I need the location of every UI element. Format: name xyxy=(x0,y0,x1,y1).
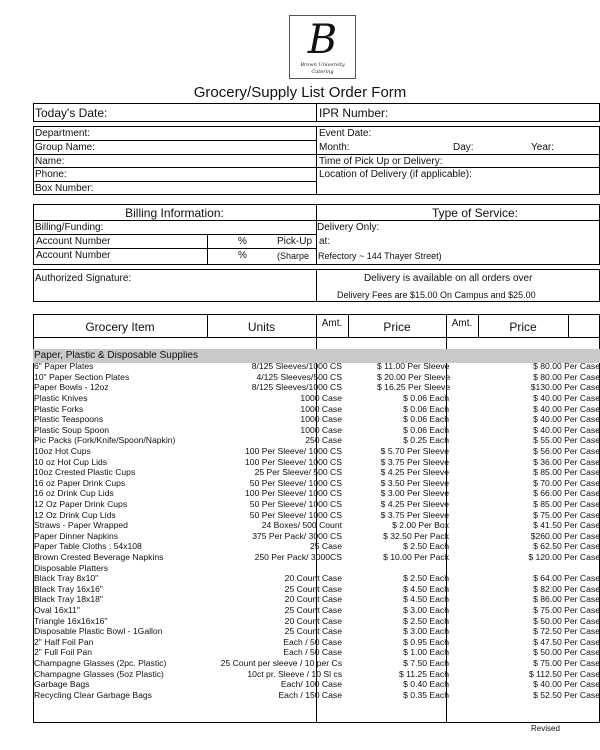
item-units: Each / 150 Case xyxy=(278,689,342,700)
table-row xyxy=(33,626,600,637)
item-name: Paper Dinner Napkins xyxy=(34,530,119,541)
table-row xyxy=(33,541,600,552)
table-row xyxy=(33,679,600,690)
item-case-price: $ 40.00 Per Case xyxy=(533,424,600,435)
item-unit-price: $ 7.50 Each xyxy=(403,657,449,668)
item-name: Garbage Bags xyxy=(34,679,90,690)
item-unit-price: $ 11.00 Per Sleeve xyxy=(377,361,450,372)
table-row xyxy=(33,520,600,531)
table-row xyxy=(33,605,600,616)
event-date-label: Event Date: xyxy=(319,128,372,139)
table-row xyxy=(33,552,600,563)
item-unit-price: $ 2.50 Each xyxy=(403,541,449,552)
item-name: Pic Packs (Fork/Knife/Spoon/Napkin) xyxy=(34,435,176,446)
revised-label: Revised xyxy=(531,724,560,733)
item-name: Champagne Glasses (2pc. Plastic) xyxy=(34,657,167,668)
item-unit-price: $ 16.25 Per Sleeve xyxy=(377,382,451,393)
item-unit-price: $ 0.25 Each xyxy=(403,435,449,446)
percent-2-field[interactable]: % xyxy=(238,250,247,261)
delivery-fee-note: Delivery Fees are $15.00 On Campus and $25.00 xyxy=(337,290,536,300)
item-unit-price: $ 0.06 Each xyxy=(403,414,449,425)
col-price-2: Price xyxy=(509,320,537,334)
pickup-option[interactable]: Pick-Up xyxy=(277,236,313,247)
item-name: 10 oz Hot Cup Lids xyxy=(34,456,108,467)
item-units: 1000 Case xyxy=(300,403,342,414)
section-title: Disposable Platters xyxy=(34,562,109,573)
item-units: 50 Per Sleeve/ 1000 CS xyxy=(249,477,342,488)
item-case-price: $ 120.00 Per Case xyxy=(528,551,600,562)
item-name: 12 Oz Paper Drink Cups xyxy=(34,498,128,509)
item-name: 2" Half Foil Pan xyxy=(34,636,94,647)
item-unit-price: $ 3.00 Per Sleeve xyxy=(380,488,449,499)
item-name: Black Tray 8x10" xyxy=(34,573,99,584)
item-unit-price: $ 11.25 Each xyxy=(398,668,449,679)
item-units: 25 Per Sleeve/ 500 CS xyxy=(254,467,342,478)
item-case-price: $ 50.00 Per Case xyxy=(533,615,600,626)
item-name: Plastic Teaspoons xyxy=(34,414,104,425)
item-units: 1000 Case xyxy=(300,392,342,403)
item-name: Triangle 16x16x16" xyxy=(34,615,108,626)
item-units: Each/ 100 Case xyxy=(280,679,342,690)
item-case-price: $ 41.50 Per Case xyxy=(533,520,600,531)
section-header-row xyxy=(33,351,600,362)
delivery-location-field[interactable]: Location of Delivery (if applicable): xyxy=(319,169,472,180)
item-unit-price: $ 4.25 Per Sleeve xyxy=(380,498,449,509)
item-name: 10oz Crested Plastic Cups xyxy=(34,467,136,478)
item-name: 6" Paper Plates xyxy=(34,361,94,372)
item-name: Plastic Forks xyxy=(34,403,84,414)
item-unit-price: $ 3.75 Per Sleeve xyxy=(380,456,449,467)
item-units: 25 Count Case xyxy=(284,604,342,615)
logo-line-2: Catering xyxy=(311,69,334,75)
table-row xyxy=(33,594,600,605)
section-title: Paper, Plastic & Disposable Supplies xyxy=(34,350,198,361)
table-row xyxy=(33,435,600,446)
ipr-number-field[interactable]: IPR Number: xyxy=(319,106,389,120)
table-row xyxy=(33,457,600,468)
item-case-price: $ 40.00 Per Case xyxy=(533,403,600,414)
item-name: 2" Full Foil Pan xyxy=(34,647,92,658)
table-row xyxy=(33,382,600,393)
service-heading: Type of Service: xyxy=(431,206,519,220)
item-case-price: $ 70.00 Per Case xyxy=(533,477,600,488)
table-row xyxy=(33,669,600,680)
item-case-price: $ 56.00 Per Case xyxy=(533,445,600,456)
item-case-price: $ 55.00 Per Case xyxy=(533,435,600,446)
account-number-1-field[interactable]: Account Number xyxy=(36,236,111,247)
item-unit-price: $ 3.00 Each xyxy=(403,626,449,637)
item-units: 250 Per Pack/ 3000CS xyxy=(254,551,342,562)
item-name: Paper Bowls - 12oz xyxy=(34,382,109,393)
name-field[interactable]: Name: xyxy=(35,156,65,167)
form-title: Grocery/Supply List Order Form xyxy=(193,84,407,101)
item-units: 4/125 Sleeves/500 CS xyxy=(256,371,342,382)
col-amt-1: Amt. xyxy=(321,318,343,329)
item-name: Plastic Knives xyxy=(34,392,88,403)
logo-line-1: Brown University xyxy=(300,62,345,68)
delivery-only-option[interactable]: Delivery Only: xyxy=(317,222,380,233)
item-name: Champagne Glasses (5oz Plastic) xyxy=(34,668,164,679)
table-row xyxy=(33,372,600,383)
item-name: 16 oz Drink Cup Lids xyxy=(34,488,114,499)
item-case-price: $130.00 Per Case xyxy=(530,382,600,393)
percent-1-field[interactable]: % xyxy=(238,236,247,247)
item-unit-price: $ 0.35 Each xyxy=(403,689,449,700)
item-units: 20 Count Case xyxy=(284,573,342,584)
item-case-price: $ 112.50 Per Case xyxy=(528,668,600,679)
item-units: 8/125 Sleeves/1000 CS xyxy=(251,361,342,372)
item-case-price: $ 40.00 Per Case xyxy=(533,679,600,690)
item-units: 20 Count Case xyxy=(284,615,342,626)
item-units: 100 Per Sleeve/ 1000 CS xyxy=(245,488,342,499)
table-row xyxy=(33,488,600,499)
item-name: Brown Crested Beverage Napkins xyxy=(34,551,164,562)
col-amt-2: Amt. xyxy=(451,318,473,329)
item-case-price: $ 80.00 Per Case xyxy=(533,371,600,382)
delivery-availability-note: Delivery is available on all orders over xyxy=(364,273,533,284)
logo-letter: B xyxy=(307,17,338,63)
item-unit-price: $ 2.00 Per Box xyxy=(392,520,449,531)
item-units: 8/125 Sleeves/1000 CS xyxy=(251,382,342,393)
event-month-field[interactable]: Month: xyxy=(319,142,350,153)
billing-funding-label: Billing/Funding: xyxy=(35,222,104,233)
item-case-price: $ 36.00 Per Case xyxy=(533,456,600,467)
group-name-field[interactable]: Group Name: xyxy=(35,142,96,153)
col-price-1: Price xyxy=(383,320,411,334)
item-unit-price: $ 4.25 Per Sleeve xyxy=(380,467,449,478)
brown-catering-logo xyxy=(289,15,356,79)
table-row xyxy=(33,499,600,510)
item-units: 25 Count Case xyxy=(284,626,342,637)
event-year-field[interactable]: Year: xyxy=(531,142,554,153)
table-row xyxy=(33,478,600,489)
event-day-field[interactable]: Day: xyxy=(453,142,474,153)
item-case-price: $ 40.00 Per Case xyxy=(533,414,600,425)
table-row xyxy=(33,446,600,457)
item-unit-price: $ 2.50 Each xyxy=(403,615,449,626)
table-row xyxy=(33,690,600,701)
item-case-price: $ 47.50 Per Case xyxy=(533,636,600,647)
item-unit-price: $ 0.06 Each xyxy=(403,392,449,403)
table-row xyxy=(33,404,600,415)
item-unit-price: $ 1.00 Each xyxy=(403,647,449,658)
item-unit-price: $ 4.50 Each xyxy=(403,594,449,605)
table-row xyxy=(33,573,600,584)
item-case-price: $ 86.00 Per Case xyxy=(533,594,600,605)
item-case-price: $ 85.00 Per Case xyxy=(533,498,600,509)
item-units: 24 Boxes/ 500 Count xyxy=(261,520,342,531)
item-name: Oval 16x11" xyxy=(34,604,80,615)
item-units: 25 Count Case xyxy=(284,583,342,594)
item-unit-price: $ 3.75 Per Sleeve xyxy=(380,509,449,520)
table-row xyxy=(33,647,600,658)
pickup-at-label: at: xyxy=(319,236,331,247)
item-units: 100 Per Sleeve/ 1000 CS xyxy=(245,456,342,467)
account-number-2-field[interactable]: Account Number xyxy=(36,250,111,261)
item-unit-price: $ 0.06 Each xyxy=(403,424,449,435)
item-units: Each / 50 Case xyxy=(283,636,342,647)
item-units: 50 Per Sleeve/ 1000 CS xyxy=(249,509,342,520)
item-name: 10" Paper Section Plates xyxy=(34,371,130,382)
pickup-time-field[interactable]: Time of Pick Up or Delivery: xyxy=(319,156,443,167)
sharpe-note: (Sharpe xyxy=(277,251,310,261)
item-name: Black Tray 16x16" xyxy=(34,583,103,594)
item-name: 10oz Hot Cups xyxy=(34,445,91,456)
item-name: 16 oz Paper Drink Cups xyxy=(34,477,126,488)
item-name: Recycling Clear Garbage Bags xyxy=(34,689,152,700)
item-units: 20 Count Case xyxy=(284,594,342,605)
table-row xyxy=(33,616,600,627)
phone-field[interactable]: Phone: xyxy=(35,169,67,180)
item-name: Paper Table Cloths : 54x108 xyxy=(34,541,142,552)
item-case-price: $ 75.00 Per Case xyxy=(533,657,600,668)
item-unit-price: $ 0.06 Each xyxy=(403,403,449,414)
item-units: 25 Count per sleeve / 10 per Cs xyxy=(220,657,342,668)
table-row xyxy=(33,361,600,372)
item-case-price: $ 50.00 Per Case xyxy=(533,647,600,658)
table-row xyxy=(33,393,600,404)
item-unit-price: $ 20.00 Per Sleeve xyxy=(377,371,451,382)
billing-heading: Billing Information: xyxy=(125,206,224,220)
box-number-field[interactable]: Box Number: xyxy=(35,183,94,194)
table-row xyxy=(33,414,600,425)
table-row xyxy=(33,425,600,436)
item-units: 375 Per Pack/ 3000 CS xyxy=(252,530,342,541)
refectory-address: Refectory ~ 144 Thayer Street) xyxy=(318,251,442,261)
table-row xyxy=(33,510,600,521)
item-case-price: $ 85.00 Per Case xyxy=(533,467,600,478)
item-case-price: $ 80.00 Per Case xyxy=(533,361,600,372)
item-unit-price: $ 0.95 Each xyxy=(403,636,449,647)
item-unit-price: $ 5.70 Per Sleeve xyxy=(380,445,449,456)
item-case-price: $ 75.00 Per Case xyxy=(533,509,600,520)
item-unit-price: $ 3.00 Each xyxy=(403,604,449,615)
item-name: Disposable Plastic Bowl - 1Gallon xyxy=(34,626,163,637)
item-case-price: $ 75.00 Per Case xyxy=(533,604,600,615)
item-units: 250 Case xyxy=(305,435,342,446)
authorized-signature-field[interactable]: Authorized Signature: xyxy=(35,273,132,284)
item-case-price: $ 66.00 Per Case xyxy=(533,488,600,499)
todays-date-field[interactable]: Today's Date: xyxy=(35,106,108,120)
table-row xyxy=(33,531,600,542)
item-units: 1000 Case xyxy=(300,424,342,435)
item-units: 25 Case xyxy=(309,541,342,552)
item-unit-price: $ 0.40 Each xyxy=(403,679,449,690)
table-row xyxy=(33,637,600,648)
item-unit-price: $ 4.50 Each xyxy=(403,583,449,594)
item-name: Straws - Paper Wrapped xyxy=(34,520,128,531)
item-case-price: $ 52.50 Per Case xyxy=(533,689,600,700)
item-unit-price: $ 3.50 Per Sleeve xyxy=(380,477,449,488)
table-row xyxy=(33,584,600,595)
item-case-price: $ 72.50 Per Case xyxy=(533,626,600,637)
item-case-price: $ 40.00 Per Case xyxy=(533,392,600,403)
item-case-price: $ 62.50 Per Case xyxy=(533,541,600,552)
item-case-price: $ 82.00 Per Case xyxy=(533,583,600,594)
item-unit-price: $ 32.50 Per Pack xyxy=(383,530,449,541)
item-name: Plastic Soup Spoon xyxy=(34,424,110,435)
item-name: Black Tray 18x18" xyxy=(34,594,103,605)
item-name: 12 Oz Drink Cup Lids xyxy=(34,509,116,520)
item-units: Each / 50 Case xyxy=(283,647,342,658)
item-case-price: $260.00 Per Case xyxy=(530,530,600,541)
section-header-row xyxy=(33,563,600,574)
table-row xyxy=(33,467,600,478)
item-units: 10ct pr. Sleeve / 10 Sl cs xyxy=(247,668,342,679)
item-units: 1000 Case xyxy=(300,414,342,425)
item-units: 50 Per Sleeve/ 1000 CS xyxy=(249,498,342,509)
item-units: 100 Per Sleeve/ 1000 CS xyxy=(245,445,342,456)
item-case-price: $ 64.00 Per Case xyxy=(533,573,600,584)
item-unit-price: $ 2.50 Each xyxy=(403,573,449,584)
col-units: Units xyxy=(247,320,276,334)
item-unit-price: $ 10.00 Per Pack xyxy=(383,551,449,562)
table-row xyxy=(33,658,600,669)
col-grocery-item: Grocery Item xyxy=(85,320,155,334)
department-field[interactable]: Department: xyxy=(35,128,91,139)
